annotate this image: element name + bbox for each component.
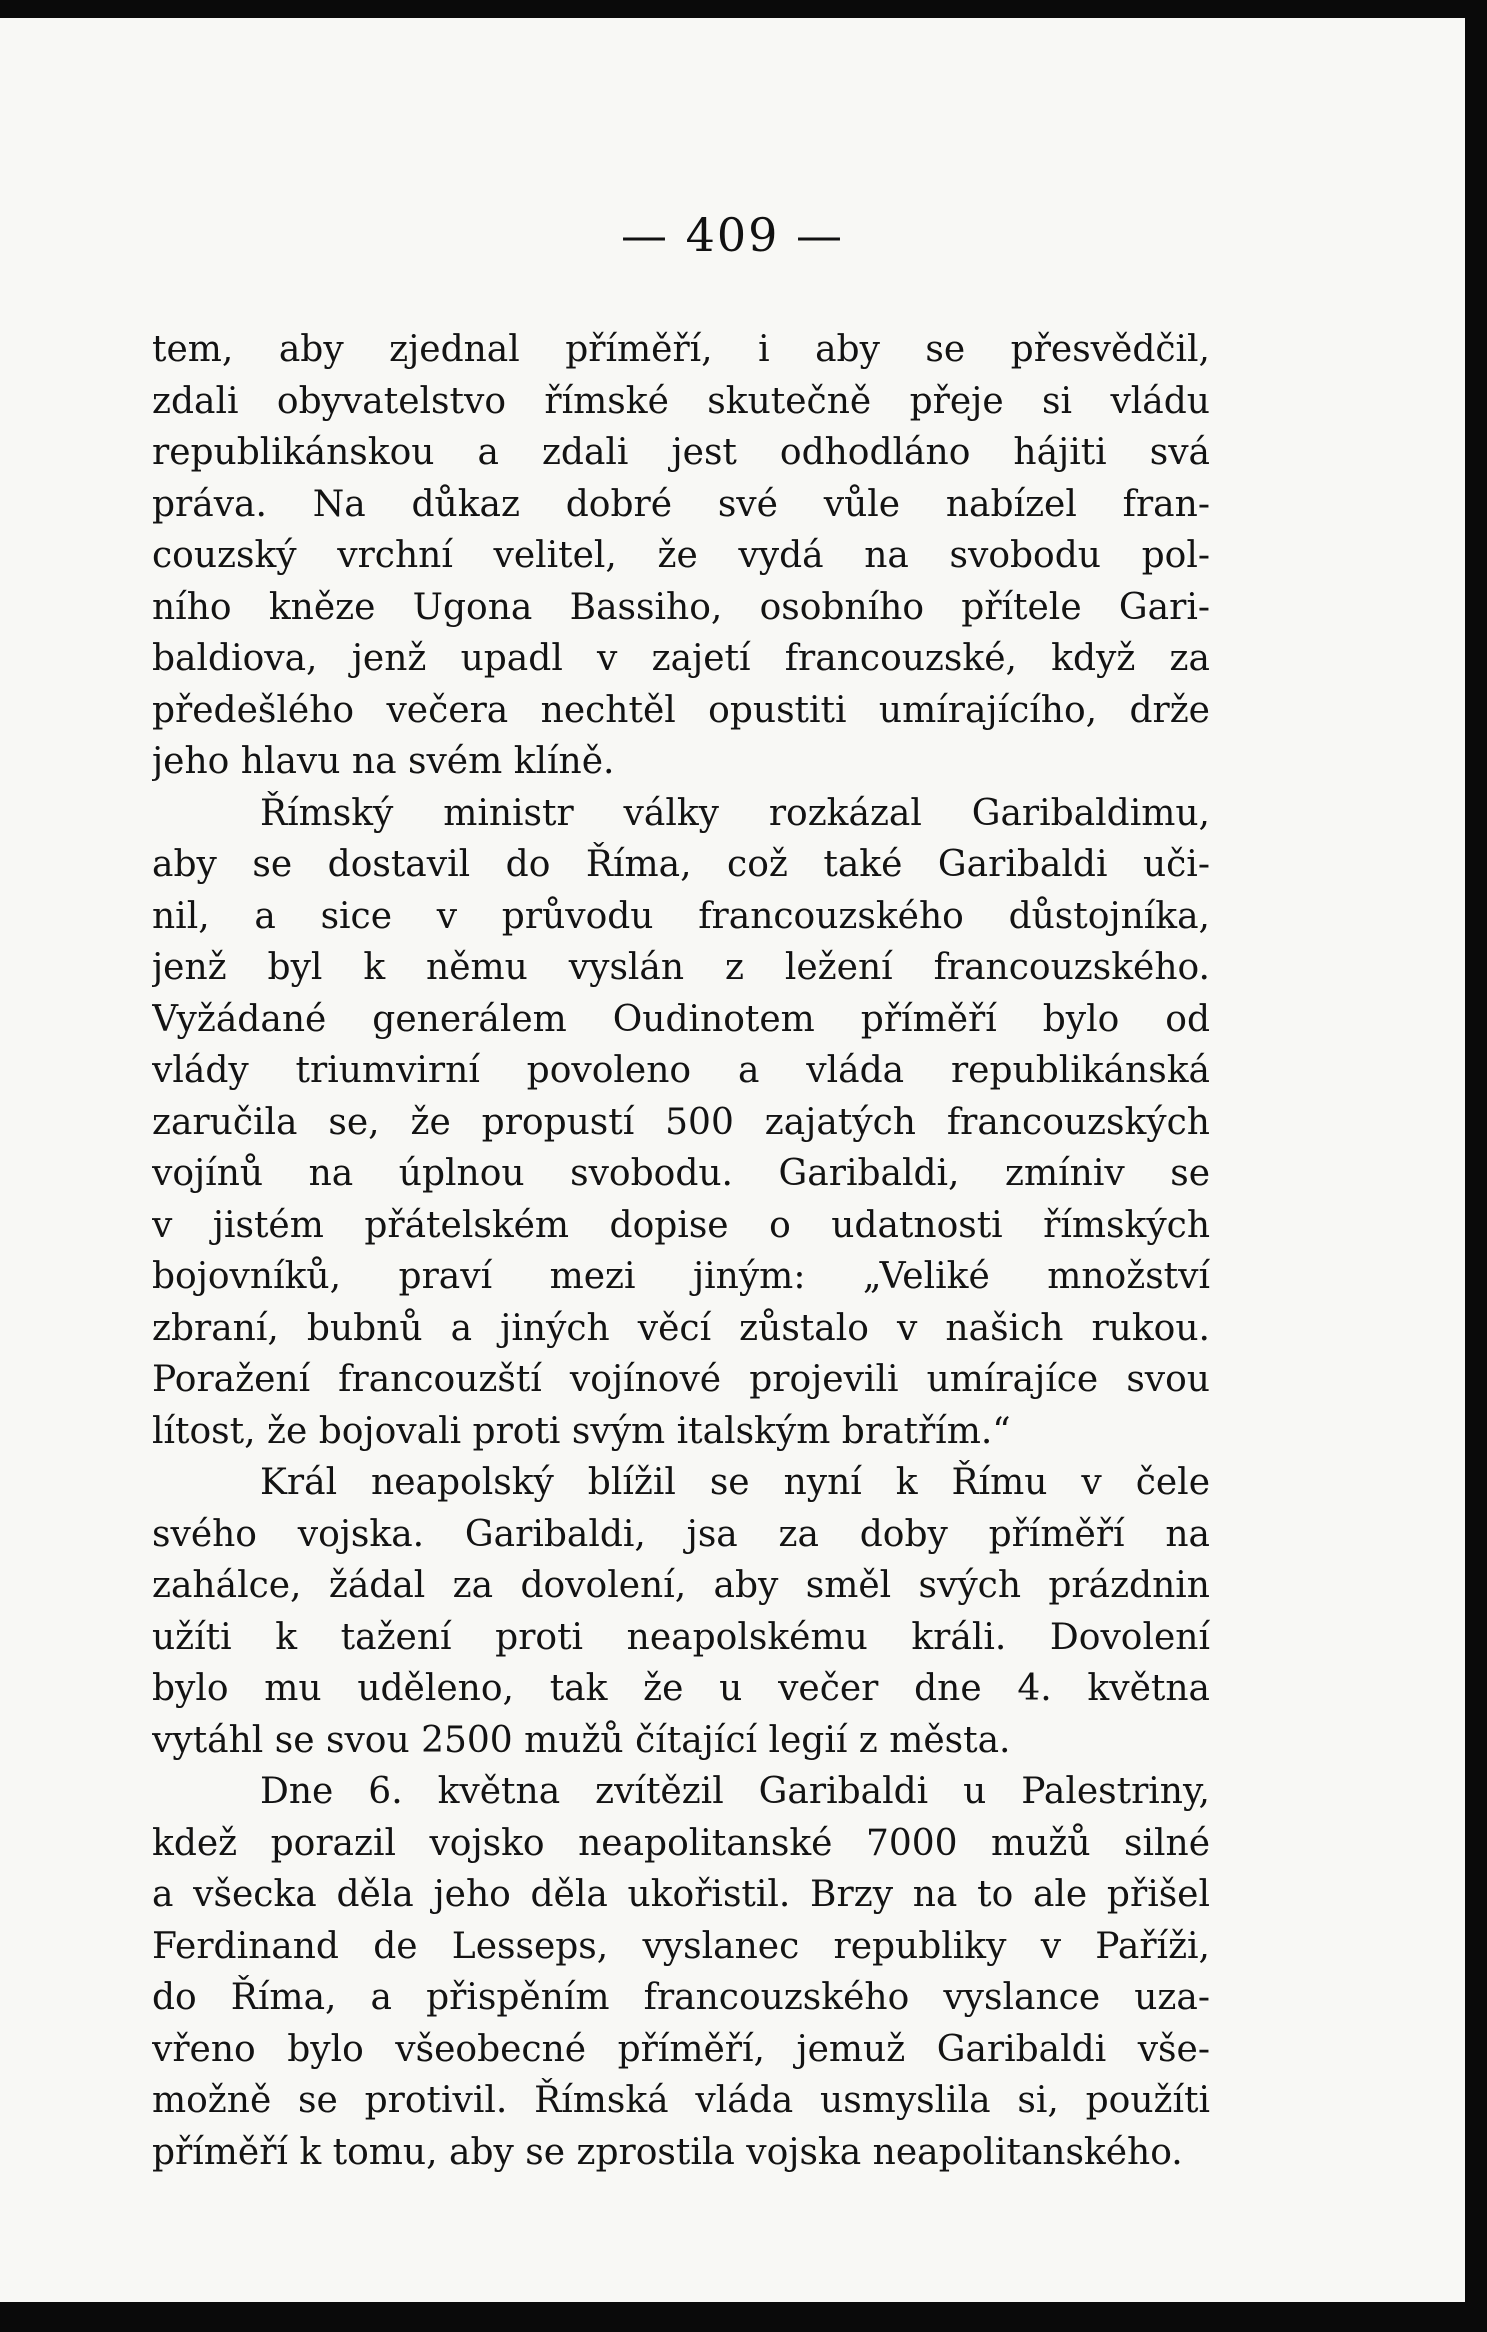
page-number: — 409 — [620, 208, 845, 262]
book-page [0, 18, 1465, 2302]
text-line: aby se dostavil do Říma, což také Garibaldi uči- [152, 844, 1210, 885]
text-line: svého vojska. Garibaldi, jsa za doby příměří na [152, 1513, 1210, 1555]
text-line: do Říma, a přispěním francouzského vyslance uza- [152, 1977, 1210, 2018]
text-line: republikánskou a zdali jest odhodláno hájiti svá [152, 432, 1210, 473]
text-line: bojovníků, praví mezi jiným: „Veliké množství [152, 1256, 1210, 1297]
text-line: zahálce, žádal za dovolení, aby směl svých prázdnin [152, 1565, 1210, 1606]
text-line: nil, a sice v průvodu francouzského důstojníka, [152, 895, 1210, 937]
paragraph-start-line: Král neapolský blížil se nyní k Římu v čele [260, 1462, 1210, 1503]
text-line: v jistém přátelském dopise o udatnosti římských [152, 1204, 1210, 1246]
text-line: a všecka děla jeho děla ukořistil. Brzy na to ale přišel [152, 1874, 1210, 1915]
text-line: bylo mu uděleno, tak že u večer dne 4. května [152, 1668, 1210, 1709]
body-text [152, 324, 1210, 2178]
text-line: zdali obyvatelstvo římské skutečně přeje si vládu [152, 380, 1210, 422]
text-line: jenž byl k němu vyslán z ležení francouzského. [152, 947, 1210, 988]
text-line: užíti k tažení proti neapolskému králi. Dovolení [152, 1616, 1210, 1658]
text-line: Poražení francouzští vojínové projevili umírajíce svou [152, 1359, 1210, 1400]
text-line: možně se protivil. Římská vláda usmyslila si, použíti [152, 2080, 1210, 2121]
text-line: vřeno bylo všeobecné příměří, jemuž Garibaldi vše- [152, 2028, 1210, 2070]
paragraph-start-line: Římský ministr války rozkázal Garibaldimu, [260, 792, 1210, 834]
text-line: Vyžádané generálem Oudinotem příměří bylo od [152, 998, 1210, 1040]
text-line: zbraní, bubnů a jiných věcí zůstalo v našich rukou. [152, 1307, 1210, 1349]
text-line: ního kněze Ugona Bassiho, osobního přítele Gari- [152, 586, 1210, 628]
text-line: práva. Na důkaz dobré své vůle nabízel fran- [152, 483, 1210, 525]
text-line: vojínů na úplnou svobodu. Garibaldi, zmíniv se [152, 1153, 1210, 1194]
text-line: kdež porazil vojsko neapolitanské 7000 mužů silné [152, 1822, 1210, 1864]
text-line: lítost, že bojovali proti svým italským bratřím.“ [152, 1410, 1011, 1452]
paragraph-start-line: Dne 6. května zvítězil Garibaldi u Palestriny, [260, 1771, 1210, 1812]
text-line: vlády triumvirní povoleno a vláda republikánská [152, 1050, 1210, 1091]
text-line: baldiova, jenž upadl v zajetí francouzské, když za [152, 638, 1210, 679]
text-line: Ferdinand de Lesseps, vyslanec republiky v Paříži, [152, 1925, 1210, 1967]
text-line: vytáhl se svou 2500 mužů čítající legií z města. [152, 1719, 1011, 1761]
text-line: jeho hlavu na svém klíně. [152, 741, 615, 782]
text-line: zaručila se, že propustí 500 zajatých francouzských [152, 1101, 1210, 1143]
text-line: couzský vrchní velitel, že vydá na svobodu pol- [152, 535, 1210, 576]
text-line: příměří k tomu, aby se zprostila vojska neapolitanského. [152, 2131, 1183, 2173]
text-line: tem, aby zjednal příměří, i aby se přesvědčil, [152, 329, 1210, 370]
text-line: předešlého večera nechtěl opustiti umírajícího, drže [152, 689, 1210, 731]
